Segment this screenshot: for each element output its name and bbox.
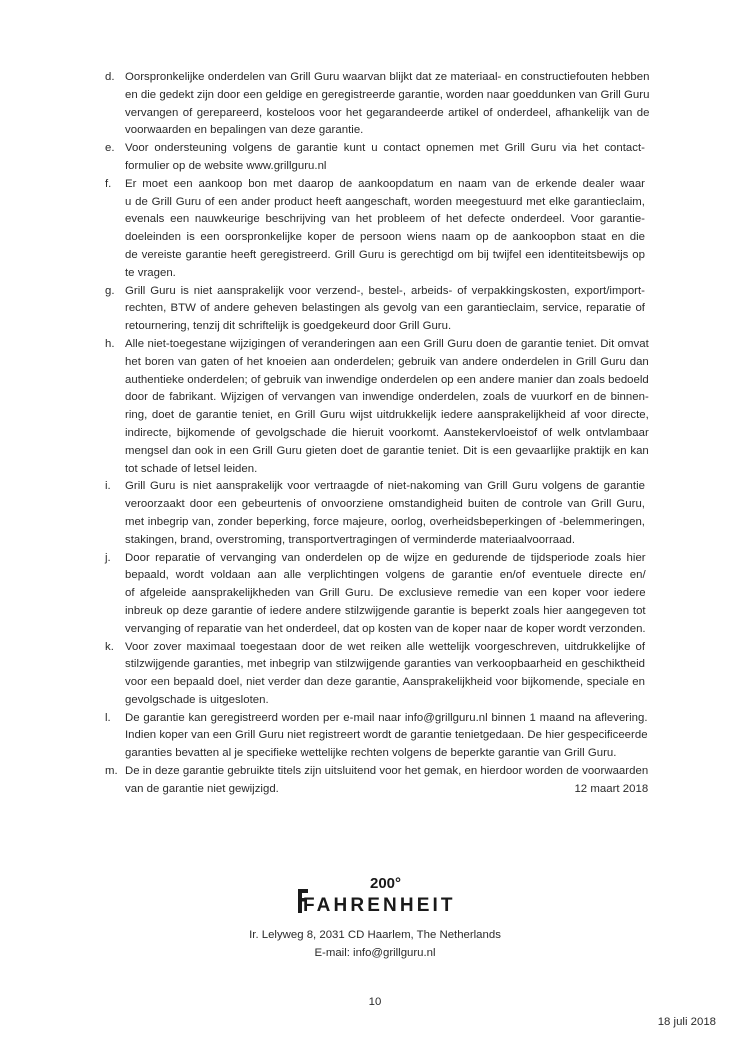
logo-word: FAHRENHEIT: [303, 895, 453, 914]
list-item-line: doeleinden is een oorspronkelijke koper de persoon wiens naam op de aankoopbon staat en die: [125, 231, 645, 244]
list-item: [105, 639, 645, 710]
email-line: E-mail: info@grillguru.nl: [314, 947, 436, 959]
list-item-line: Door reparatie of vervanging van onderdelen op de wijze en gedurende de tijdsperiode zoals hier: [125, 551, 646, 564]
list-item-line: authentieke onderdelen; of gebruik van inwendige onderdelen op een andere manier dan zoals bedoeld: [125, 373, 649, 386]
list-item-line: u de Grill Guru of een ander product heeft aangeschaft, worden meegestuurd met elke garantieclaim,: [125, 195, 645, 208]
list-item-letter: g.: [105, 284, 115, 297]
list-item-line: voor een bepaald doel, niet verder dan deze garantie, Aansprakelijkheid voor bijkomende, speciale en: [125, 676, 645, 689]
list-item-letter: m.: [105, 765, 118, 778]
list-item-text: [125, 639, 645, 710]
footer-date: 18 juli 2018: [657, 1016, 716, 1028]
list-item: [105, 550, 645, 639]
fahrenheit-logo: [298, 876, 454, 914]
list-item: [105, 140, 645, 176]
list-item-line: mengsel dan ook in een Grill Guru gieten doet de garantie teniet. Dit is een gevaarlijke praktijk en kan: [125, 444, 649, 457]
list-item-line: ring, doet de garantie teniet, en Grill Guru wijst uitdrukkelijk iedere aansprakelijkheid af voor directe,: [125, 409, 649, 422]
list-item: [105, 710, 648, 763]
list-item-text: [125, 176, 645, 283]
list-item-text: [125, 478, 645, 549]
list-item-line: De garantie kan geregistreerd worden per e-mail naar info@grillguru.nl binnen 1 maand na aflevering.: [125, 711, 648, 724]
list-item-letter: d.: [105, 71, 115, 83]
list-item-letter: j.: [105, 551, 111, 564]
list-item: [105, 336, 649, 478]
list-item-letter: i.: [105, 480, 111, 493]
list-item-text: [125, 69, 649, 140]
list-item-line: veroorzaakt door een gebeurtenis of onvoorziene omstandigheid buiten de controle van Grill Guru,: [125, 498, 645, 511]
list-item-line: retournering, tenzij dit schriftelijk is goedgekeurd door Grill Guru.: [125, 320, 452, 333]
list-item-text: [125, 550, 646, 639]
list-item-line: de vereiste garantie heeft geregistreerd. Grill Guru is gerechtigd om bij twijfel een identiteitsbewijs op: [125, 248, 645, 261]
list-item-line: De in deze garantie gebruikte titels zijn uitsluitend voor het gemak, en hierdoor worden de voorwaarden: [125, 765, 649, 778]
list-item-line: rechten, BTW of andere geheven belastingen als gevolg van een garantieclaim, service, reparatie of: [125, 302, 645, 315]
list-item-line: evenals een nauwkeurige beschrijving van het probleem of het defecte onderdeel. Voor garantie-: [125, 213, 645, 226]
address-line: Ir. Lelyweg 8, 2031 CD Haarlem, The Netherlands: [249, 929, 501, 941]
list-item-line: Indien koper van een Grill Guru niet registreert wordt de garantie tenietgedaan. De hier gespecificeerde: [125, 729, 648, 742]
list-item-line: indirecte, bijkomende of gevolgschade die hieruit voorkomt. Aanstekervloeistof of welk ontvlambaar: [125, 426, 649, 439]
list-item-line: Voor zover maximaal toegestaan door de wet reiken alle wettelijk voorgeschreven, uitdrukkelijke of: [125, 640, 645, 653]
list-item-line: Grill Guru is niet aansprakelijk voor verzend-, bestel-, arbeids- of verpakkingskosten, export/import-: [125, 284, 645, 297]
list-item-line: vervangen of gerepareerd, kosteloos voor het gegarandeerde artikel of onderdeel, afhankelijk van de: [125, 106, 650, 119]
list-item-line: met inbegrip van, zonder beperking, force majeure, oorlog, overheidsbeperkingen of -belemmeringen,: [125, 515, 645, 528]
list-item-line: garanties bevatten al je specifieke wettelijke rechten volgens de beperkte garantie van Grill Guru.: [125, 747, 617, 760]
list-item-text: [125, 336, 649, 478]
list-item-line: het boren van gaten of het knoeien aan onderdelen; gebruik van andere onderdelen in Grill Guru dan: [125, 355, 649, 368]
list-item-line: bepaald, wordt voldaan aan alle verplichtingen volgens de garantie en/of eventuele directe en/: [125, 569, 646, 582]
list-item-line: Grill Guru is niet aansprakelijk voor vertraagde of niet-nakoming van Grill Guru volgens de garantie: [125, 480, 645, 493]
warranty-terms-list: [105, 69, 650, 799]
list-item-line: Er moet een aankoop bon met daarop de aankoopdatum en naam van de erkende dealer waar: [125, 177, 645, 190]
list-item-text: [125, 710, 648, 763]
list-item-line: voorwaarden en bepalingen van deze garantie.: [125, 124, 364, 137]
list-item-line: stilzwijgende garanties, met inbegrip van stilzwijgende garanties van verkoopbaarheid en geschiktheid: [125, 658, 645, 671]
revision-date: 12 maart 2018: [574, 782, 649, 795]
list-item-letter: e.: [105, 142, 115, 155]
list-item-line: en die gedekt zijn door een geldige en geregistreerde garantie, worden naar goeddunken van Grill Guru: [125, 88, 650, 101]
list-item-letter: f.: [105, 177, 112, 190]
list-item-line: formulier op de website www.grillguru.nl: [125, 159, 327, 172]
list-item-line: inbreuk op deze garantie of iedere andere stilzwijgende garantie is beperkt zoals hier aangegeven tot: [125, 604, 646, 617]
list-item-line: van de garantie niet gewijzigd.: [125, 782, 279, 795]
list-item-line: Alle niet-toegestane wijzigingen of veranderingen aan een Grill Guru doen de garantie teniet. Dit omvat: [125, 337, 649, 350]
list-item-text: [125, 283, 645, 336]
list-item-line: tot schade of letsel leiden.: [125, 462, 258, 475]
list-item-letter: k.: [105, 640, 114, 653]
list-item-line: Oorspronkelijke onderdelen van Grill Guru waarvan blijkt dat ze materiaal- en constructiefouten hebben: [125, 71, 650, 83]
list-item: [105, 69, 650, 140]
list-item-letter: l.: [105, 711, 111, 724]
list-item: [105, 763, 649, 799]
list-item-text: [125, 763, 648, 799]
list-item-line: stakingen, brand, overstroming, transportvertragingen of verminderde materiaalvoorraad.: [125, 533, 576, 546]
list-item-line: Voor ondersteuning volgens de garantie kunt u contact opnemen met Grill Guru via het contact-: [125, 142, 645, 155]
list-item-line: of afgeleide aansprakelijkheden van Grill Guru. De exclusieve remedie van een koper voor iedere: [125, 587, 646, 600]
list-item-line: door de fabrikant. Wijzigen of vervangen van inwendige onderdelen, zoals de vuurkorf en de binnen-: [125, 391, 649, 404]
logo-number: 200°: [370, 876, 402, 892]
list-item: [105, 283, 645, 336]
list-item-letter: h.: [105, 337, 115, 350]
list-item: [105, 176, 645, 283]
list-item-line: gevolgschade is uitgesloten.: [125, 693, 269, 706]
page-number: 10: [368, 996, 382, 1008]
list-item-line: te vragen.: [125, 266, 176, 279]
last-line-row: [125, 781, 648, 799]
list-item: [105, 478, 645, 549]
list-item-text: [125, 140, 645, 176]
list-item-line: vervanging of reparatie van het onderdeel, dat op kosten van de koper naar de koper wordt verzonden.: [125, 622, 646, 635]
